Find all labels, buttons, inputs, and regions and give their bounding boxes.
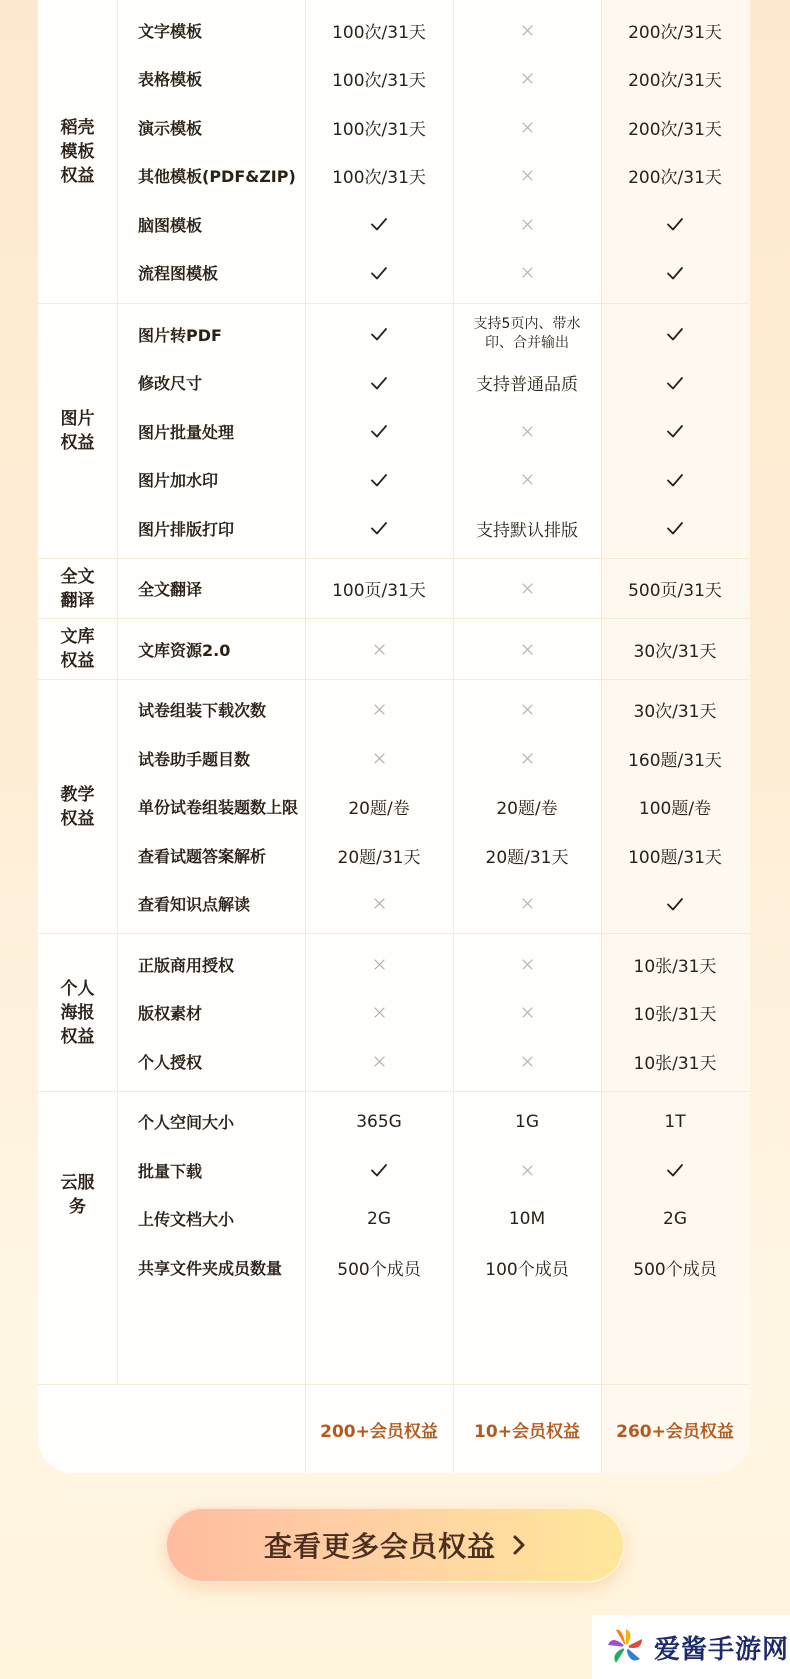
benefit-value-col2	[453, 1035, 601, 1087]
summary-col3: 260+会员权益	[616, 1422, 734, 1442]
benefit-value-col2	[453, 938, 601, 990]
benefit-name: 修改尺寸	[138, 374, 203, 393]
benefit-row	[38, 878, 750, 930]
benefit-value-col2	[453, 150, 601, 202]
benefit-row	[38, 732, 750, 784]
benefit-name: 版权素材	[138, 1004, 203, 1023]
cross-icon	[520, 751, 535, 766]
group-label-text: 云服务	[60, 1172, 95, 1217]
cross-icon	[520, 217, 535, 232]
benefit-value-col3: 2G	[663, 1208, 687, 1229]
check-icon	[369, 1160, 389, 1180]
benefit-value-col1: 100次/31天	[332, 168, 426, 188]
benefit-group	[38, 303, 750, 559]
benefit-name: 个人授权	[138, 1052, 203, 1072]
benefit-value-col3	[601, 878, 749, 930]
benefit-name: 上传文档大小	[138, 1210, 235, 1229]
benefit-value-col2	[453, 732, 601, 784]
benefit-name: 文字模板	[138, 21, 203, 41]
benefit-value-col3	[601, 357, 749, 409]
benefit-row	[38, 781, 750, 833]
benefit-value-col2: 20题/31天	[485, 847, 569, 868]
pinwheel-logo-icon	[604, 1625, 648, 1669]
benefit-row	[38, 987, 750, 1039]
benefit-row	[38, 1241, 750, 1293]
benefit-value-col3	[601, 405, 749, 457]
group-label-text: 全文 翻译	[60, 566, 95, 611]
benefit-value-col1: 100页/31天	[332, 581, 426, 601]
benefit-row	[38, 1193, 750, 1245]
benefit-row	[38, 684, 750, 736]
benefit-row	[38, 357, 750, 409]
benefit-group	[38, 558, 750, 620]
summary-col2: 10+会员权益	[474, 1422, 580, 1442]
benefit-row	[38, 454, 750, 506]
benefit-name: 批量下载	[138, 1161, 203, 1181]
benefit-name: 试卷助手题目数	[138, 749, 251, 769]
check-icon	[665, 518, 685, 538]
cross-icon	[520, 23, 535, 38]
benefit-name: 试卷组装下载次数	[138, 701, 267, 720]
summary-row	[38, 1384, 750, 1473]
benefit-name: 个人空间大小	[138, 1113, 235, 1132]
group-label-text: 文库 权益	[60, 627, 95, 672]
check-icon	[369, 373, 389, 393]
benefit-name: 脑图模板	[138, 215, 203, 235]
benefits-table-card	[38, 0, 750, 1473]
benefit-name: 查看知识点解读	[138, 895, 251, 914]
benefit-value-col2: 支持5页内、带水印、合并输出	[473, 316, 581, 351]
benefit-value-col3: 100题/31天	[628, 847, 722, 868]
benefit-row	[38, 198, 750, 250]
benefit-name: 图片转PDF	[138, 325, 222, 345]
benefit-value-col1	[305, 623, 453, 675]
benefit-value-col1	[305, 502, 453, 554]
benefit-group	[38, 679, 750, 935]
benefit-name: 演示模板	[138, 118, 203, 138]
cross-icon	[372, 1054, 387, 1069]
benefit-value-col1: 20题/31天	[337, 847, 421, 868]
group-label-text: 教学 权益	[60, 784, 95, 829]
benefit-value-col2	[453, 247, 601, 299]
benefit-row	[38, 623, 750, 675]
benefit-name: 图片加水印	[138, 471, 219, 490]
benefit-value-col3: 10张/31天	[633, 956, 717, 977]
benefit-name: 查看试题答案解析	[138, 846, 267, 866]
benefit-value-col2: 1G	[515, 1111, 539, 1132]
benefit-value-col2	[453, 987, 601, 1039]
benefit-value-col2	[453, 563, 601, 615]
benefit-value-col2: 20题/卷	[496, 799, 558, 819]
benefit-value-col3	[601, 1144, 749, 1196]
benefit-value-col1	[305, 454, 453, 506]
benefit-row	[38, 4, 750, 56]
cross-icon	[520, 957, 535, 972]
benefit-value-col3: 30次/31天	[633, 641, 717, 662]
benefit-name: 全文翻译	[138, 580, 203, 599]
view-more-benefits-button[interactable]	[165, 1507, 625, 1583]
benefit-value-col1	[305, 987, 453, 1039]
benefit-value-col1	[305, 308, 453, 360]
benefit-group	[38, 0, 750, 303]
check-icon	[369, 324, 389, 344]
benefit-row	[38, 1035, 750, 1087]
benefit-value-col2	[453, 1144, 601, 1196]
benefit-value-col2	[453, 454, 601, 506]
benefit-value-col3: 200次/31天	[628, 22, 722, 43]
cross-icon	[520, 581, 535, 596]
benefit-value-col1	[305, 1144, 453, 1196]
cross-icon	[372, 751, 387, 766]
benefit-group	[38, 618, 750, 680]
benefit-name: 正版商用授权	[138, 955, 235, 975]
benefit-value-col1: 100次/31天	[332, 22, 426, 43]
benefit-group	[38, 933, 750, 1092]
benefit-value-col3: 200次/31天	[628, 71, 722, 91]
benefit-value-col3	[601, 247, 749, 299]
cross-icon	[372, 702, 387, 717]
check-icon	[369, 263, 389, 283]
benefit-value-col3: 10张/31天	[633, 1053, 717, 1074]
benefit-value-col1: 2G	[367, 1208, 391, 1229]
benefit-value-col3: 500页/31天	[628, 581, 722, 601]
benefit-row	[38, 1144, 750, 1196]
benefit-value-col2: 10M	[508, 1208, 546, 1229]
benefit-value-col1	[305, 938, 453, 990]
benefit-value-col1	[305, 684, 453, 736]
check-icon	[369, 518, 389, 538]
check-icon	[665, 1160, 685, 1180]
benefit-value-col3: 100题/卷	[638, 799, 712, 819]
cross-icon	[372, 896, 387, 911]
benefit-row	[38, 247, 750, 299]
benefit-value-col3: 160题/31天	[628, 750, 722, 771]
check-icon	[665, 470, 685, 490]
benefit-name: 图片批量处理	[138, 422, 235, 442]
benefit-row	[38, 563, 750, 615]
benefit-value-col3: 30次/31天	[633, 702, 717, 722]
watermark	[592, 1615, 790, 1679]
benefit-value-col2	[453, 878, 601, 930]
cross-icon	[520, 642, 535, 657]
benefit-value-col2: 100个成员	[485, 1259, 569, 1280]
benefit-value-col2: 支持普通品质	[476, 375, 578, 395]
benefit-name: 流程图模板	[138, 264, 219, 283]
check-icon	[369, 470, 389, 490]
benefit-row	[38, 150, 750, 202]
cross-icon	[372, 1005, 387, 1020]
benefit-value-col2	[453, 405, 601, 457]
check-icon	[369, 214, 389, 234]
benefit-row	[38, 829, 750, 881]
benefit-value-col3	[601, 502, 749, 554]
benefit-value-col2	[453, 684, 601, 736]
benefit-value-col2	[453, 198, 601, 250]
benefit-row	[38, 405, 750, 457]
cross-icon	[372, 642, 387, 657]
benefit-value-col3	[601, 308, 749, 360]
benefit-value-col3: 200次/31天	[628, 168, 722, 188]
cross-icon	[520, 71, 535, 86]
benefit-value-col1: 100次/31天	[332, 71, 426, 91]
cross-icon	[520, 1005, 535, 1020]
group-label-text: 稻壳 模板 权益	[60, 117, 95, 186]
benefit-value-col3: 10张/31天	[633, 1005, 717, 1025]
benefit-group	[38, 1091, 750, 1298]
benefit-name: 表格模板	[138, 70, 203, 89]
cross-icon	[372, 957, 387, 972]
benefit-value-col1: 500个成员	[337, 1259, 421, 1280]
cross-icon	[520, 265, 535, 280]
check-icon	[665, 894, 685, 914]
cross-icon	[520, 1163, 535, 1178]
check-icon	[665, 421, 685, 441]
check-icon	[665, 214, 685, 234]
benefit-row	[38, 938, 750, 990]
benefit-value-col1: 365G	[356, 1111, 402, 1132]
benefit-value-col3: 1T	[664, 1111, 686, 1132]
benefit-value-col1	[305, 247, 453, 299]
cross-icon	[520, 424, 535, 439]
cross-icon	[520, 1054, 535, 1069]
benefit-name: 其他模板(PDF&ZIP)	[138, 167, 296, 186]
summary-col1: 200+会员权益	[320, 1422, 438, 1442]
benefit-value-col3	[601, 198, 749, 250]
benefit-row	[38, 308, 750, 360]
check-icon	[369, 421, 389, 441]
benefit-value-col3: 500个成员	[633, 1259, 717, 1280]
group-label-text: 个人 海报 权益	[60, 978, 95, 1047]
cross-icon	[520, 702, 535, 717]
group-label-text: 图片 权益	[60, 409, 95, 454]
benefit-value-col2	[453, 4, 601, 56]
benefit-value-col1	[305, 878, 453, 930]
check-icon	[665, 373, 685, 393]
cross-icon	[520, 120, 535, 135]
watermark-text: 爱酱手游网	[654, 1634, 790, 1665]
benefit-value-col1	[305, 357, 453, 409]
benefit-row	[38, 53, 750, 105]
benefit-value-col3	[601, 454, 749, 506]
benefit-row	[38, 1096, 750, 1148]
benefit-name: 文库资源2.0	[138, 640, 231, 660]
benefit-value-col1: 100次/31天	[332, 119, 426, 140]
check-icon	[665, 263, 685, 283]
cross-icon	[520, 168, 535, 183]
benefit-value-col1	[305, 198, 453, 250]
benefit-value-col1	[305, 732, 453, 784]
view-more-benefits-label: 查看更多会员权益	[263, 1530, 496, 1563]
benefit-value-col1: 20题/卷	[348, 799, 410, 819]
benefit-value-col2: 支持默认排版	[476, 520, 578, 541]
chevron-right-icon	[512, 1534, 526, 1556]
benefit-value-col2	[453, 623, 601, 675]
benefit-value-col2	[453, 53, 601, 105]
benefit-value-col3: 200次/31天	[628, 119, 722, 140]
benefit-name: 共享文件夹成员数量	[138, 1258, 283, 1278]
benefit-row	[38, 101, 750, 153]
benefit-name: 图片排版打印	[138, 519, 235, 539]
benefit-row	[38, 502, 750, 554]
check-icon	[665, 324, 685, 344]
benefit-name: 单份试卷组装题数上限	[138, 798, 299, 817]
benefit-value-col2	[453, 101, 601, 153]
benefit-value-col1	[305, 405, 453, 457]
cross-icon	[520, 472, 535, 487]
cross-icon	[520, 896, 535, 911]
benefit-value-col1	[305, 1035, 453, 1087]
